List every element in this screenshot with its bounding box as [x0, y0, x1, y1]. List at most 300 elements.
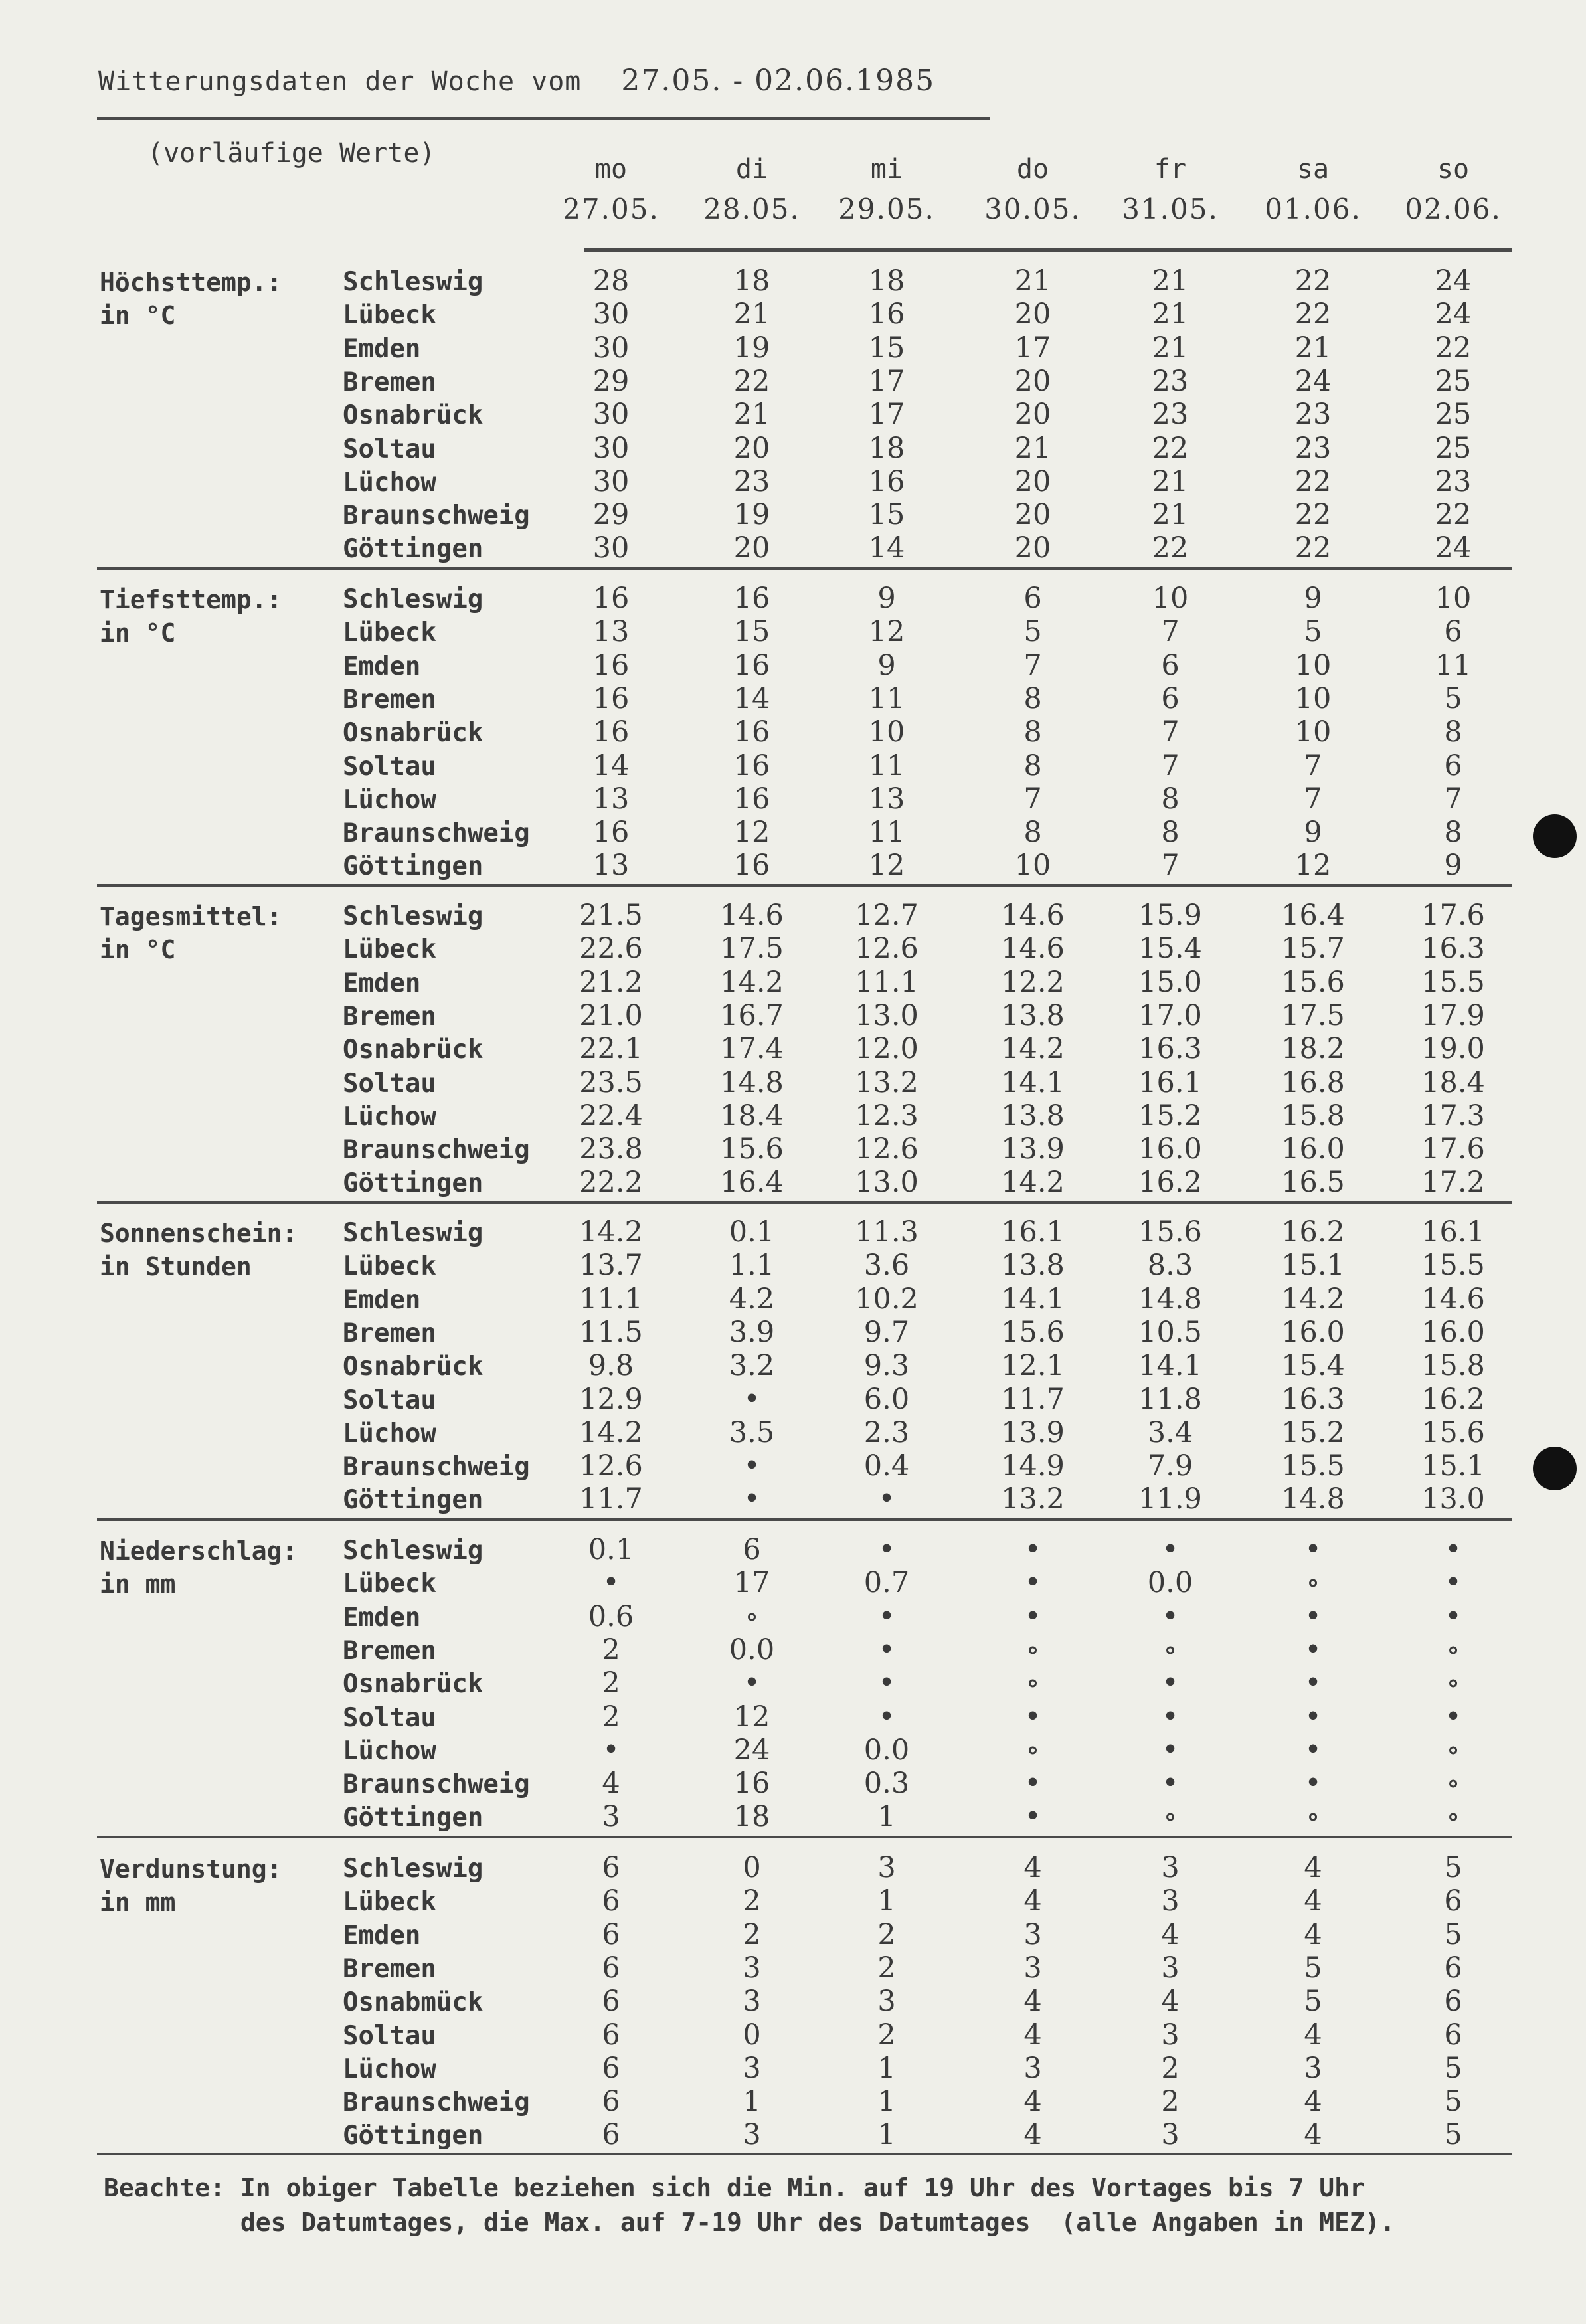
- table-cell: •: [1445, 1533, 1462, 1566]
- table-cell: 16: [868, 464, 905, 498]
- station-name: Göttingen: [343, 534, 484, 565]
- table-cell: 4: [1023, 2018, 1042, 2052]
- table-cell: 14.2: [579, 1215, 643, 1249]
- title-date-range: 27.05. - 02.06.1985: [621, 64, 936, 98]
- table-cell: 2: [602, 1666, 620, 1700]
- section-label: [100, 1534, 297, 1601]
- table-cell: 22: [1435, 331, 1472, 365]
- table-cell: 12: [868, 849, 905, 883]
- table-cell: ∘: [1446, 1666, 1460, 1700]
- table-cell: 3: [743, 2051, 761, 2085]
- section-title: Verdunstung:: [100, 1854, 282, 1884]
- table-cell: 6: [602, 1884, 620, 1918]
- table-cell: 1: [877, 2085, 896, 2119]
- table-cell: 2: [743, 1918, 761, 1951]
- table-cell: 14.6: [720, 899, 784, 932]
- table-cell: 16.4: [1281, 899, 1345, 932]
- table-cell: 16.2: [1138, 1166, 1202, 1200]
- table-cell: 7: [1161, 749, 1180, 782]
- table-cell: 0.1: [729, 1215, 775, 1249]
- table-cell: 18: [868, 264, 905, 298]
- station-name: Emden: [343, 1920, 421, 1951]
- station-name: Braunschweig: [343, 501, 530, 531]
- table-cell: 13.2: [1001, 1482, 1065, 1516]
- table-cell: 13.8: [1001, 1099, 1065, 1132]
- station-name: Schleswig: [343, 901, 484, 931]
- table-cell: 16: [733, 582, 770, 615]
- table-cell: •: [1162, 1599, 1179, 1633]
- station-name: Lübeck: [343, 1569, 436, 1599]
- table-cell: 15.8: [1281, 1099, 1345, 1132]
- table-cell: 7: [1023, 782, 1042, 816]
- table-cell: 6: [602, 2085, 620, 2119]
- table-cell: 3: [1161, 1884, 1180, 1918]
- table-cell: •: [878, 1533, 895, 1566]
- section-rule: [97, 2153, 1512, 2155]
- section-title: Höchsttemp.:: [100, 268, 282, 297]
- table-cell: 4: [1304, 2118, 1322, 2152]
- station-name: Göttingen: [343, 1168, 484, 1199]
- table-cell: ∘: [1025, 1666, 1040, 1700]
- station-name: Lüchow: [343, 784, 436, 815]
- table-cell: 6: [1444, 1951, 1462, 1985]
- table-cell: 8: [1161, 816, 1180, 849]
- table-cell: ∘: [1025, 1733, 1040, 1767]
- table-cell: 9: [1304, 816, 1322, 849]
- table-cell: 21: [1014, 264, 1051, 298]
- table-cell: 15.6: [1421, 1415, 1485, 1449]
- table-cell: 16: [592, 681, 630, 715]
- table-cell: 30: [592, 431, 630, 465]
- table-cell: 5: [1444, 681, 1462, 715]
- table-cell: ∘: [1446, 1633, 1460, 1666]
- table-cell: 8: [1444, 715, 1462, 749]
- table-cell: •: [743, 1482, 760, 1516]
- table-cell: 16.0: [1138, 1132, 1202, 1166]
- table-cell: 6: [602, 1851, 620, 1884]
- table-cell: 13: [592, 615, 630, 649]
- table-cell: 30: [592, 398, 630, 432]
- table-cell: 6: [602, 2051, 620, 2085]
- table-cell: 16.1: [1138, 1065, 1202, 1099]
- table-cell: 16: [733, 782, 770, 816]
- table-cell: •: [743, 1382, 760, 1416]
- table-cell: 14.2: [1001, 1166, 1065, 1200]
- table-cell: ∘: [1163, 1800, 1178, 1834]
- section-label: [100, 1852, 282, 1919]
- table-cell: 0.6: [588, 1599, 634, 1633]
- section-unit: in °C: [100, 301, 176, 330]
- table-cell: 16.1: [1001, 1215, 1065, 1249]
- table-cell: 12.7: [855, 899, 919, 932]
- table-cell: 3: [877, 1985, 896, 2018]
- table-cell: 14.9: [1001, 1449, 1065, 1483]
- table-cell: 1: [877, 2051, 896, 2085]
- table-cell: 2: [877, 1951, 896, 1985]
- day-name-so: so: [1437, 154, 1470, 185]
- table-cell: •: [1162, 1700, 1179, 1734]
- table-cell: 15: [868, 498, 905, 532]
- table-cell: 14.1: [1138, 1349, 1202, 1383]
- table-cell: 3.6: [863, 1249, 910, 1283]
- station-name: Schleswig: [343, 584, 484, 614]
- table-cell: •: [1445, 1599, 1462, 1633]
- table-cell: 6: [1023, 582, 1042, 615]
- table-cell: 23: [733, 464, 770, 498]
- station-name: Soltau: [343, 434, 436, 464]
- table-cell: 9: [1444, 849, 1462, 883]
- table-cell: 20: [733, 531, 770, 565]
- section-unit: in Stunden: [100, 1252, 252, 1281]
- day-name-mi: mi: [870, 154, 903, 185]
- table-cell: 30: [592, 298, 630, 331]
- station-name: Göttingen: [343, 1803, 484, 1833]
- table-cell: 4: [1161, 1985, 1180, 2018]
- table-cell: 16: [733, 715, 770, 749]
- table-cell: 12.2: [1001, 965, 1065, 999]
- punch-hole: [1533, 814, 1577, 858]
- table-cell: •: [1024, 1800, 1041, 1834]
- table-cell: 16.3: [1138, 1032, 1202, 1066]
- table-cell: 2: [743, 1884, 761, 1918]
- table-cell: •: [878, 1633, 895, 1666]
- table-cell: •: [1304, 1733, 1322, 1767]
- station-name: Schleswig: [343, 1218, 484, 1248]
- table-cell: 23: [1435, 464, 1472, 498]
- table-cell: 14.2: [1001, 1032, 1065, 1066]
- day-name-di: di: [735, 154, 768, 185]
- table-cell: 12: [733, 816, 770, 849]
- table-cell: •: [1162, 1533, 1179, 1566]
- section-rule: [97, 884, 1512, 887]
- section-unit: in mm: [100, 1888, 176, 1917]
- section-rule: [97, 1518, 1512, 1521]
- table-cell: 15.9: [1138, 899, 1202, 932]
- table-cell: 0.3: [863, 1767, 910, 1801]
- table-cell: 21: [1152, 264, 1189, 298]
- station-name: Braunschweig: [343, 2088, 530, 2118]
- table-cell: 4.2: [729, 1282, 775, 1316]
- table-cell: 17: [868, 398, 905, 432]
- table-cell: 15.8: [1421, 1349, 1485, 1383]
- station-name: Lüchow: [343, 1101, 436, 1132]
- table-cell: 20: [1014, 531, 1051, 565]
- table-cell: •: [878, 1700, 895, 1734]
- table-cell: •: [1304, 1599, 1322, 1633]
- table-cell: 2: [602, 1633, 620, 1666]
- table-cell: 15.1: [1421, 1449, 1485, 1483]
- table-cell: •: [602, 1733, 620, 1767]
- table-cell: 6: [602, 1918, 620, 1951]
- table-cell: 2.3: [863, 1415, 910, 1449]
- table-cell: •: [1304, 1533, 1322, 1566]
- table-cell: 15.5: [1421, 1249, 1485, 1283]
- day-name-sa: sa: [1296, 154, 1330, 185]
- table-cell: 14.2: [1281, 1282, 1345, 1316]
- station-name: Bremen: [343, 367, 436, 397]
- station-name: Göttingen: [343, 851, 484, 882]
- table-cell: 8: [1023, 816, 1042, 849]
- table-cell: 10: [1014, 849, 1051, 883]
- station-name: Lübeck: [343, 935, 436, 965]
- table-cell: 0: [743, 1851, 761, 1884]
- table-cell: 10: [1435, 582, 1472, 615]
- station-name: Soltau: [343, 751, 436, 782]
- table-cell: 21: [1152, 498, 1189, 532]
- station-name: Göttingen: [343, 2121, 484, 2151]
- table-cell: 4: [1161, 1918, 1180, 1951]
- table-cell: 4: [1304, 2085, 1322, 2119]
- table-cell: •: [1024, 1599, 1041, 1633]
- table-cell: 21: [733, 398, 770, 432]
- station-name: Lüchow: [343, 2054, 436, 2084]
- table-cell: •: [1304, 1700, 1322, 1734]
- table-cell: ∘: [745, 1599, 759, 1633]
- table-cell: 6: [1444, 2018, 1462, 2052]
- table-cell: 17: [1014, 331, 1051, 365]
- table-cell: 8.3: [1147, 1249, 1193, 1283]
- table-cell: 16: [592, 648, 630, 682]
- table-cell: 22.4: [579, 1099, 643, 1132]
- table-cell: 24: [1435, 264, 1472, 298]
- station-name: Göttingen: [343, 1485, 484, 1516]
- header-rule: [584, 248, 1512, 252]
- table-cell: 6: [1161, 681, 1180, 715]
- table-cell: 23: [1294, 398, 1332, 432]
- table-cell: •: [1304, 1666, 1322, 1700]
- section-label: [100, 583, 282, 650]
- table-cell: 12.6: [855, 932, 919, 966]
- table-cell: 3: [1161, 2018, 1180, 2052]
- table-cell: 1.1: [729, 1249, 775, 1283]
- table-cell: 16.0: [1281, 1132, 1345, 1166]
- section-rule: [97, 1836, 1512, 1838]
- section-label: [100, 900, 282, 966]
- table-cell: 17.9: [1421, 998, 1485, 1032]
- table-cell: 11.8: [1138, 1382, 1202, 1416]
- table-cell: 21.0: [579, 998, 643, 1032]
- section-title: Tiefsttemp.:: [100, 585, 282, 614]
- table-cell: 13: [868, 782, 905, 816]
- table-cell: 14: [592, 749, 630, 782]
- table-cell: 14.8: [1281, 1482, 1345, 1516]
- table-cell: 24: [1435, 298, 1472, 331]
- station-name: Bremen: [343, 1953, 436, 1984]
- table-cell: 17.6: [1421, 899, 1485, 932]
- footnote-line-2: des Datumtages, die Max. auf 7-19 Uhr des Datumtages (alle Angaben in MEZ).: [104, 2208, 1395, 2237]
- table-cell: 17.5: [1281, 998, 1345, 1032]
- table-cell: 7: [1304, 782, 1322, 816]
- table-cell: 6: [602, 2018, 620, 2052]
- table-cell: •: [878, 1482, 895, 1516]
- table-cell: 16.5: [1281, 1166, 1345, 1200]
- table-cell: 13.0: [855, 1166, 919, 1200]
- table-cell: 18.2: [1281, 1032, 1345, 1066]
- table-cell: 22.2: [579, 1166, 643, 1200]
- table-cell: 3: [602, 1800, 620, 1834]
- table-cell: 0.7: [863, 1566, 910, 1600]
- table-cell: ∘: [1025, 1633, 1040, 1666]
- table-cell: 22: [1294, 531, 1332, 565]
- table-cell: 3: [1023, 1918, 1042, 1951]
- table-cell: 6: [1444, 749, 1462, 782]
- table-cell: 4: [1023, 2085, 1042, 2119]
- table-cell: 11: [868, 749, 905, 782]
- table-cell: 4: [1023, 2118, 1042, 2152]
- section-unit: in mm: [100, 1569, 176, 1599]
- section-unit: in °C: [100, 618, 176, 648]
- table-cell: 3.4: [1147, 1415, 1193, 1449]
- table-cell: 23: [1152, 364, 1189, 398]
- table-cell: 15.7: [1281, 932, 1345, 966]
- table-cell: 14.6: [1001, 899, 1065, 932]
- table-cell: 3: [1161, 1951, 1180, 1985]
- table-cell: 11.7: [1001, 1382, 1065, 1416]
- table-cell: 20: [1014, 398, 1051, 432]
- footnote-line-1: Beachte: In obiger Tabelle beziehen sich die Min. auf 19 Uhr des Vortages bis 7 Uhr: [104, 2173, 1365, 2202]
- table-cell: 12: [868, 615, 905, 649]
- station-name: Emden: [343, 1285, 421, 1315]
- table-cell: 17.6: [1421, 1132, 1485, 1166]
- table-cell: 18.4: [1421, 1065, 1485, 1099]
- table-cell: 13: [592, 849, 630, 883]
- table-cell: 22: [1294, 464, 1332, 498]
- station-name: Osnabrück: [343, 401, 484, 431]
- table-cell: ∘: [1306, 1566, 1320, 1600]
- table-cell: 16: [868, 298, 905, 331]
- table-cell: 16.8: [1281, 1065, 1345, 1099]
- table-cell: 21: [733, 298, 770, 331]
- section-label: [100, 266, 282, 332]
- table-cell: 15.6: [1138, 1215, 1202, 1249]
- table-cell: 17.4: [720, 1032, 784, 1066]
- table-cell: 14.1: [1001, 1065, 1065, 1099]
- section-label: [100, 1217, 297, 1283]
- table-cell: 12.0: [855, 1032, 919, 1066]
- table-cell: 3: [1023, 1951, 1042, 1985]
- station-name: Lüchow: [343, 467, 436, 497]
- table-cell: 12: [1294, 849, 1332, 883]
- table-cell: •: [1024, 1566, 1041, 1600]
- table-cell: 11: [1435, 648, 1472, 682]
- table-cell: ∘: [1446, 1767, 1460, 1801]
- table-cell: 10: [1294, 648, 1332, 682]
- table-cell: 1: [877, 1884, 896, 1918]
- table-cell: 12.1: [1001, 1349, 1065, 1383]
- table-cell: 16.2: [1421, 1382, 1485, 1416]
- table-cell: 19: [733, 331, 770, 365]
- day-date: 31.05.: [1122, 193, 1219, 225]
- table-cell: 3: [1161, 1851, 1180, 1884]
- station-name: Bremen: [343, 1635, 436, 1666]
- station-name: Bremen: [343, 684, 436, 715]
- table-cell: 22.6: [579, 932, 643, 966]
- table-cell: 14.1: [1001, 1282, 1065, 1316]
- table-cell: 3: [743, 2118, 761, 2152]
- table-cell: 6: [1161, 648, 1180, 682]
- day-date: 30.05.: [984, 193, 1081, 225]
- table-cell: 0.0: [1147, 1566, 1193, 1600]
- table-cell: 0.0: [863, 1733, 910, 1767]
- section-title: Sonnenschein:: [100, 1219, 298, 1248]
- table-cell: 18: [733, 1800, 770, 1834]
- table-cell: 24: [1294, 364, 1332, 398]
- table-cell: 4: [1304, 2018, 1322, 2052]
- table-cell: 13.2: [855, 1065, 919, 1099]
- table-cell: 15: [868, 331, 905, 365]
- table-cell: 20: [1014, 498, 1051, 532]
- station-name: Schleswig: [343, 1536, 484, 1565]
- table-cell: 6: [1444, 615, 1462, 649]
- table-cell: 23: [1152, 398, 1189, 432]
- section-title: Niederschlag:: [100, 1536, 298, 1565]
- table-cell: 30: [592, 531, 630, 565]
- table-cell: •: [1024, 1767, 1041, 1801]
- station-name: Braunschweig: [343, 818, 530, 849]
- title-underline: [97, 117, 990, 120]
- table-cell: 16.3: [1281, 1382, 1345, 1416]
- station-name: Lüchow: [343, 1418, 436, 1449]
- table-cell: 5: [1444, 2118, 1462, 2152]
- table-cell: 6: [602, 1951, 620, 1985]
- table-cell: 16: [733, 1767, 770, 1801]
- table-cell: 3.9: [729, 1315, 775, 1349]
- table-cell: 24: [1435, 531, 1472, 565]
- table-cell: 6: [602, 1985, 620, 2018]
- table-cell: ∘: [1163, 1633, 1178, 1666]
- table-cell: 14.8: [1138, 1282, 1202, 1316]
- day-date: 29.05.: [838, 193, 935, 225]
- day-name-do: do: [1016, 154, 1049, 185]
- table-cell: 8: [1161, 782, 1180, 816]
- table-cell: 1: [877, 2118, 896, 2152]
- section-rule: [97, 1201, 1512, 1204]
- table-cell: 30: [592, 331, 630, 365]
- table-cell: 11: [868, 681, 905, 715]
- table-cell: 15.2: [1281, 1415, 1345, 1449]
- station-name: Schleswig: [343, 267, 484, 297]
- table-cell: 16.2: [1281, 1215, 1345, 1249]
- table-cell: 0: [743, 2018, 761, 2052]
- table-cell: 15.6: [1001, 1315, 1065, 1349]
- table-cell: 22.1: [579, 1032, 643, 1066]
- table-cell: 22: [1294, 264, 1332, 298]
- table-cell: 9.8: [588, 1349, 634, 1383]
- table-cell: 1: [743, 2085, 761, 2119]
- table-cell: 5: [1023, 615, 1042, 649]
- table-cell: 7: [1161, 715, 1180, 749]
- table-cell: ∘: [1306, 1800, 1320, 1834]
- station-name: Braunschweig: [343, 1769, 530, 1800]
- table-cell: 13.8: [1001, 1249, 1065, 1283]
- table-cell: 23: [1294, 431, 1332, 465]
- table-cell: 11.1: [579, 1282, 643, 1316]
- table-cell: •: [1162, 1767, 1179, 1801]
- table-cell: 14.2: [720, 965, 784, 999]
- table-cell: 5: [1444, 1851, 1462, 1884]
- table-cell: 4: [602, 1767, 620, 1801]
- station-name: Lübeck: [343, 300, 436, 331]
- table-cell: 3: [743, 1951, 761, 1985]
- title-text: Witterungsdaten der Woche vom: [98, 66, 582, 97]
- table-cell: 7: [1161, 615, 1180, 649]
- table-cell: 15: [733, 615, 770, 649]
- table-cell: 21.5: [579, 899, 643, 932]
- table-cell: 3.5: [729, 1415, 775, 1449]
- table-cell: 15.4: [1281, 1349, 1345, 1383]
- table-cell: •: [878, 1599, 895, 1633]
- table-cell: 15.1: [1281, 1249, 1345, 1283]
